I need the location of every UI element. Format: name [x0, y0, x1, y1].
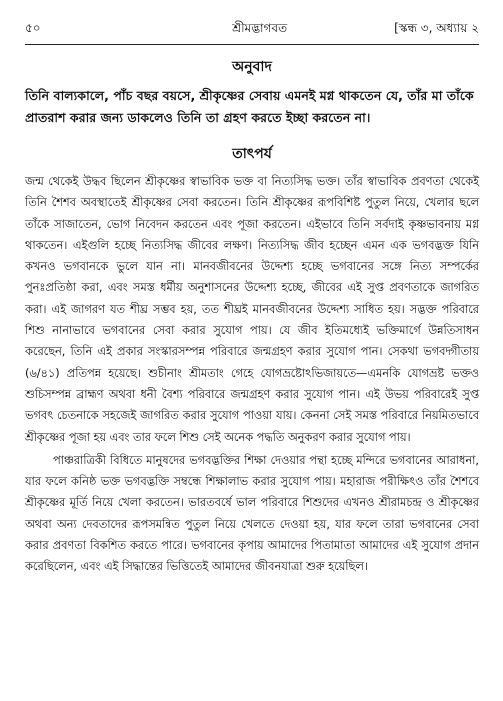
translation-heading: অনুবাদ	[232, 59, 272, 75]
section-reference: [স্কন্ধ ৩, অধ্যায় ২	[394, 21, 479, 35]
page-number: ৫০	[25, 21, 41, 35]
purport-heading: তাৎপর্য	[232, 146, 272, 162]
header-divider	[25, 44, 479, 45]
running-header	[25, 20, 479, 40]
translation-text: তিনি বাল্যকালে, পাঁচ বছর বয়সে, শ্রীকৃষ্ণের সেবায় এমনই মগ্ন থাকতেন যে, তাঁর মা তাঁকে প্রাতরাশ করার জন্য ডাকলেও তিনি তা গ্রহণ করতে ইচ্ছা করতেন না।	[25, 88, 474, 125]
purport-paragraph-2: পাঞ্চরাত্রিকী বিধিতে মানুষদের ভগবদ্ভক্তির শিক্ষা দেওয়ার পন্থা হচ্ছে মন্দিরে ভগবানের আরাধনা, যার ফলে কনিষ্ঠ ভক্ত ভগবদ্ভক্তি সম্বন্ধে শিক্ষালাভ করার সুযোগ পায়। মহারাজ পরীক্ষিৎও তাঁর শৈশবে শ্রীকৃষ্ণের মূর্তি নিয়ে খেলা করতেন। ভারতবর্ষে ভাল পরিবারে শিশুদের এখনও শ্রীরামচন্দ্র ও শ্রীকৃষ্ণের অথবা অন্য দেবতাদের রূপসমন্বিত পুতুল নিয়ে খেলতে দেওয়া হয়, যার ফলে তারা ভগবানের সেবা করার প্রবণতা বিকশিত করতে পারে। ভগবানের কৃপায় আমাদের পিতামাতা আমাদের এই সুযোগ প্রদান করেছিলেন, এবং এই সিদ্ধান্তের ভিত্তিতেই আমাদের জীবনযাত্রা শুরু হয়েছিল।	[25, 453, 479, 574]
book-title: শ্রীমদ্ভাগবত	[232, 21, 288, 35]
purport-paragraph-1: জন্ম থেকেই উদ্ধব ছিলেন শ্রীকৃষ্ণের স্বাভাবিক ভক্ত বা নিত্যসিদ্ধ ভক্ত। তাঁর স্বাভাবিক প্রবণতা থেকেই তিনি শৈশব অবস্থাতেই শ্রীকৃষ্ণের সেবা করতেন। তিনি শ্রীকৃষ্ণের রূপবিশিষ্ট পুতুল নিয়ে, খেলার ছলে তাঁকে সাজাতেন, ভোগ নিবেদন করতেন এবং পূজা করতেন। এইভাবে তিনি সর্বদাই কৃষ্ণভাবনায় মগ্ন থাকতেন। এইগুলি হচ্ছে নিত্যসিদ্ধ জীবের লক্ষণ। নিত্যসিদ্ধ জীব হচ্ছেন এমন এক ভগবদ্ভক্ত যিনি কখনও ভগবানকে ভুলে যান না। মানবজীবনের উদ্দেশ্য হচ্ছে ভগবানের সঙ্গে নিত্য সম্পর্কের পুনঃপ্রতিষ্ঠা করা, এবং সমস্ত ধর্মীয় অনুশাসনের উদ্দেশ্য হচ্ছে, জীবের এই সুপ্ত প্রবণতাকে জাগরিত করা। এই জাগরণ যত শীঘ্র সম্ভব হয়, তত শীঘ্রই মানবজীবনের উদ্দেশ্য সাধিত হয়। সদ্ভক্ত পরিবারে শিশু নানাভাবে ভগবানের সেবা করার সুযোগ পায়। যে জীব ইতিমধ্যেই ভক্তিমার্গে উন্নতিসাধন করেছেন, তিনি এই প্রকার সংস্কারসম্পন্ন পরিবারে জন্মগ্রহণ করার সুযোগ পান। সেকথা ভগবদ্গীতায় (৬/৪১) প্রতিপন্ন হয়েছে। শুচীনাং শ্রীমতাং গেহে যোগভ্রষ্টোঽভিজায়তে—এমনকি যোগভ্রষ্ট ভক্তও শুচিসম্পন্ন ব্রাহ্মণ অথবা ধনী বৈশ্য পরিবারে জন্মগ্রহণ করার সুযোগ পান। এই উভয় পরিবারেই সুপ্ত ভগবৎ চেতনাকে সহজেই জাগরিত করার সুযোগ পাওয়া যায়। কেননা সেই সমস্ত পরিবারে নিয়মিতভাবে শ্রীকৃষ্ণের পূজা হয় এবং তার ফলে শিশু সেই অনেক পদ্ধতি অনুকরণ করার সুযোগ পায়।	[25, 175, 479, 444]
